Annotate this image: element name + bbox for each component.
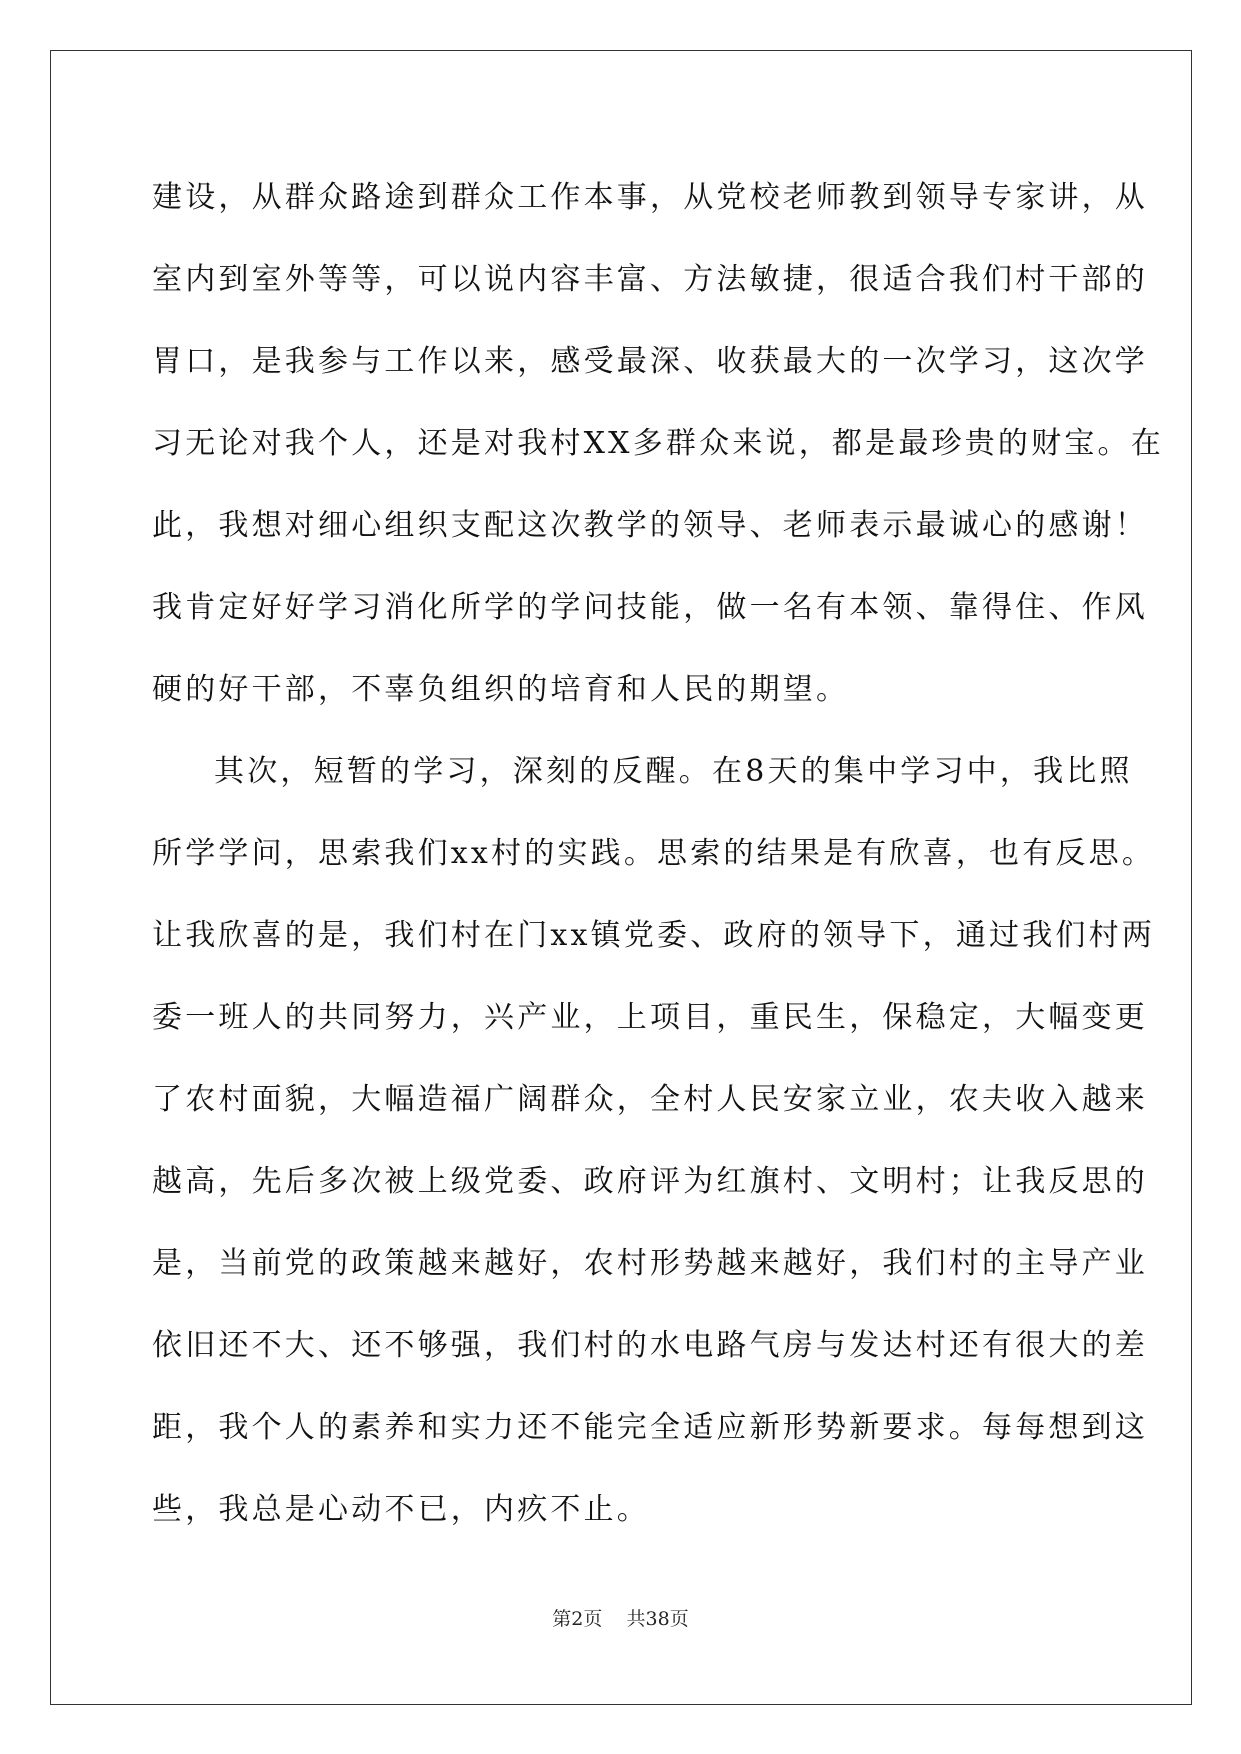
text-line: 委一班人的共同努力，兴产业，上项目，重民生，保稳定，大幅变更: [152, 1000, 1148, 1035]
text-line: 些，我总是心动不已，内疚不止。: [152, 1492, 650, 1527]
text-line: 建设，从群众路途到群众工作本事，从党校老师教到领导专家讲，从: [152, 180, 1148, 215]
text-line: 此，我想对细心组织支配这次教学的领导、老师表示最诚心的感谢！: [152, 508, 1148, 543]
text-line: 了农村面貌，大幅造福广阔群众，全村人民安家立业，农夫收入越来: [152, 1082, 1148, 1117]
document-body: [152, 157, 1164, 1551]
text-line: 依旧还不大、还不够强，我们村的水电路气房与发达村还有很大的差: [152, 1328, 1148, 1363]
text-line: 让我欣喜的是，我们村在门xx镇党委、政府的领导下，通过我们村两: [152, 918, 1156, 953]
text-line: 距，我个人的素养和实力还不能完全适应新形势新要求。每每想到这: [152, 1410, 1148, 1445]
page-total: 共38页: [626, 1608, 689, 1630]
text-line: 习无论对我个人，还是对我村XX多群众来说，都是最珍贵的财宝。在: [152, 426, 1164, 461]
text-line: 胃口，是我参与工作以来，感受最深、收获最大的一次学习，这次学: [152, 344, 1148, 379]
text-line: 室内到室外等等，可以说内容丰富、方法敏捷，很适合我们村干部的: [152, 262, 1148, 297]
paragraph-start-line: 其次，短暂的学习，深刻的反醒。在8天的集中学习中，我比照: [214, 754, 1133, 789]
text-line: 硬的好干部，不辜负组织的培育和人民的期望。: [152, 672, 850, 707]
text-line: 我肯定好好学习消化所学的学问技能，做一名有本领、靠得住、作风: [152, 590, 1148, 625]
text-line: 越高，先后多次被上级党委、政府评为红旗村、文明村；让我反思的: [152, 1164, 1148, 1199]
text-line: 所学学问，思索我们xx村的实践。思索的结果是有欣喜，也有反思。: [152, 836, 1156, 871]
text-line: 是，当前党的政策越来越好，农村形势越来越好，我们村的主导产业: [152, 1246, 1148, 1281]
page-number: 第2页: [552, 1608, 603, 1630]
page-footer: [0, 1604, 1241, 1631]
